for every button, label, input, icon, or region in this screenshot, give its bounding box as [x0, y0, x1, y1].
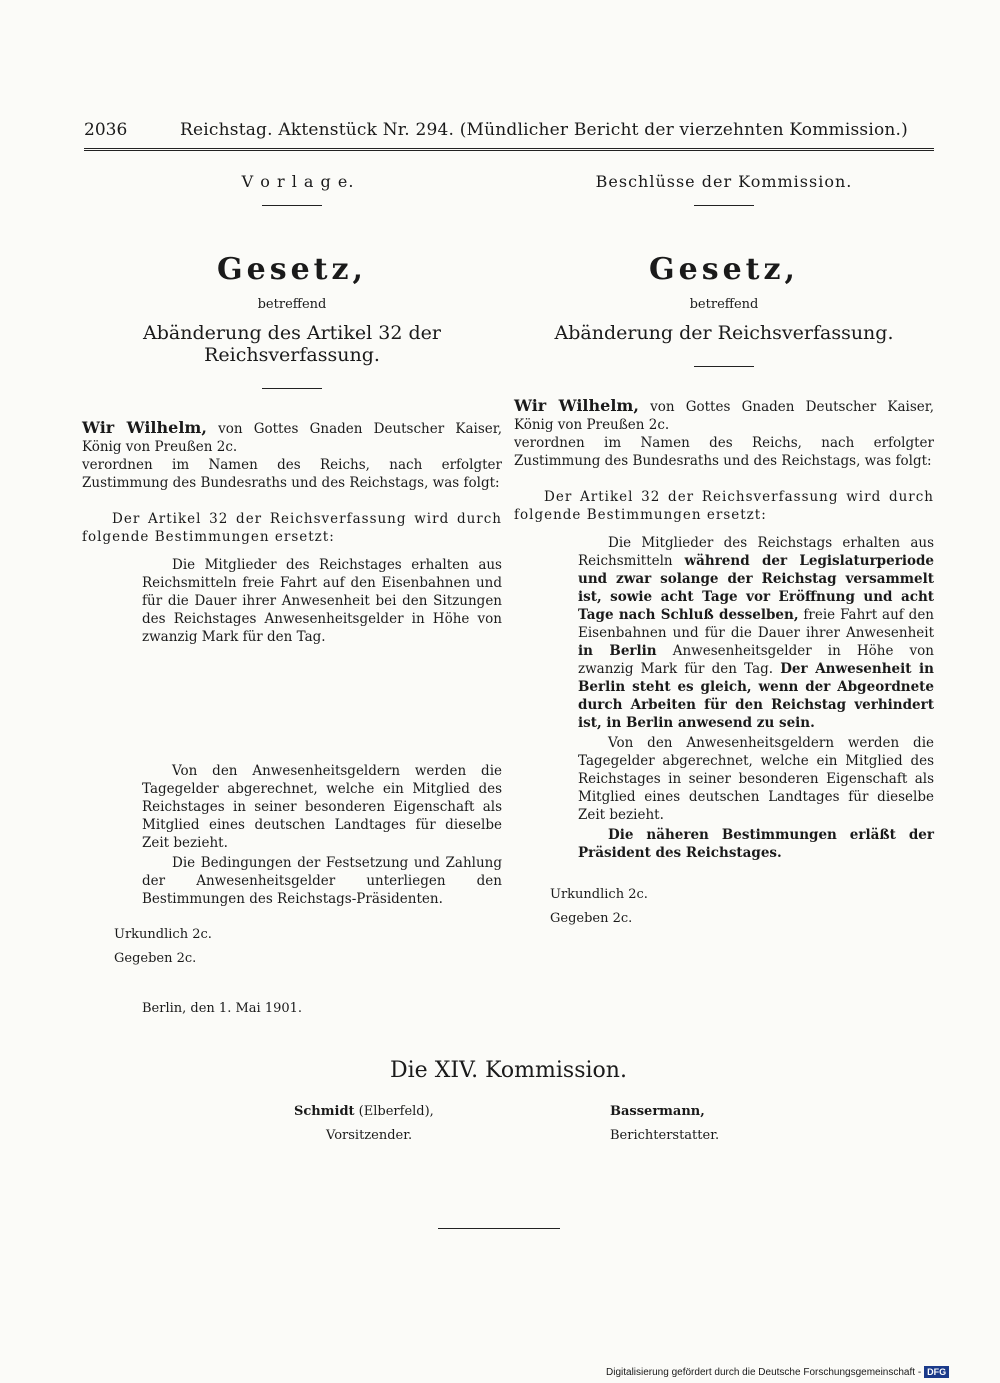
left-column [82, 172, 502, 1018]
preamble [82, 419, 502, 456]
paragraph-3: Die Bedingungen der Festsetzung und Zahlung der Anwesenheitsgelder unterliegen den Bestimmungen des Reichstags-Präsidenten. [142, 855, 502, 907]
article-intro: Der Artikel 32 der Reichsverfassung wird durch folgende Bestimmungen ersetzt: [82, 511, 502, 545]
dfg-logo-icon: DFG [924, 1366, 949, 1378]
preamble-rest: von Gottes Gnaden Deutscher Kaiser, König von Preußen 2c. [82, 421, 502, 455]
page-number: 2036 [84, 120, 128, 140]
closing-rule [438, 1228, 560, 1229]
paragraph-1 [578, 534, 934, 732]
betreffend-label: betreffend [689, 297, 759, 312]
running-title: Reichstag. Aktenstück Nr. 294. (Mündlicher Bericht der vierzehnten Kommission.) [180, 120, 908, 140]
divider [694, 366, 754, 367]
chair-place: (Elberfeld), [354, 1104, 434, 1119]
column-title-vorlage: V o r l a g e. [241, 172, 355, 191]
urkundlich: Urkundlich 2c. [550, 887, 648, 902]
chair-line [294, 1104, 434, 1119]
preamble-name: Wir Wilhelm, [82, 418, 207, 437]
reporter-role: Berichterstatter. [610, 1128, 720, 1143]
preamble-decree: verordnen im Namen des Reichs, nach erfolgter Zustimmung des Bundesraths und des Reichstags, was folgt: [514, 435, 934, 469]
paragraph-3: Die näheren Bestimmungen erläßt der Präsident des Reichstages. [578, 827, 934, 861]
header-rule [84, 148, 934, 151]
gegeben: Gegeben 2c. [550, 911, 633, 926]
law-subject: Abänderung des Artikel 32 der Reichsverfassung. [143, 322, 441, 366]
law-subject: Abänderung der Reichsverfassung. [554, 322, 894, 344]
para1-amendment-a: während der Legislaturperiode und zwar solange der Reichstag versammelt ist, sowie acht Tage vor Eröffnung und acht Tage nach Schluß desselben, [578, 553, 934, 623]
para1-text-b: freie Fahrt auf den Eisenbahnen und für die Dauer ihrer Anwesenheit [578, 607, 934, 641]
divider [262, 205, 322, 206]
chair-role: Vorsitzender. [326, 1128, 413, 1143]
para1-text-a: Die Mitglieder des Reichstags erhalten aus Reichsmitteln [578, 535, 934, 569]
preamble-name: Wir Wilhelm, [514, 396, 639, 415]
commission-title: Die XIV. Kommission. [390, 1058, 627, 1083]
urkundlich: Urkundlich 2c. [114, 927, 212, 942]
para1-amendment-c: Der Anwesenheit in Berlin steht es gleich, wenn der Abgeordnete durch Arbeiten für den Reichstag verhindert ist, in Berlin anwesend zu sein. [578, 661, 934, 731]
reporter-name: Bassermann, [610, 1104, 705, 1119]
credit-text: Digitalisierung gefördert durch die Deutsche Forschungsgemeinschaft - [606, 1367, 922, 1378]
para1-amendment-b: in Berlin [578, 643, 657, 659]
paragraph-1: Die Mitglieder des Reichstages erhalten aus Reichsmitteln freie Fahrt auf den Eisenbahnen und für die Dauer ihrer Anwesenheit bei den Sitzungen des Reichstages Anwesenheitsgelder in Höhe von zwanzig Mark für den Tag. [142, 557, 502, 645]
divider [694, 205, 754, 206]
right-column [514, 172, 934, 928]
paragraph-2: Von den Anwesenheitsgeldern werden die Tagegelder abgerechnet, welche ein Mitglied des Reichstages in seiner besonderen Eigenschaft als Mitglied eines deutschen Landtages für dieselbe Zeit bezieht. [578, 735, 934, 823]
column-title-beschluesse: Beschlüsse der Kommission. [595, 172, 853, 191]
para1-text-c: Anwesenheitsgelder in Höhe von zwanzig Mark für den Tag. [578, 643, 934, 677]
paragraph-2: Von den Anwesenheitsgeldern werden die Tagegelder abgerechnet, welche ein Mitglied des Reichstages in seiner besonderen Eigenschaft als Mitglied eines deutschen Landtages für dieselbe Zeit bezieht. [142, 763, 502, 851]
chair-name: Schmidt [294, 1104, 355, 1119]
preamble-decree: verordnen im Namen des Reichs, nach erfolgter Zustimmung des Bundesraths und des Reichstags, was folgt: [82, 457, 502, 491]
digitization-credit [606, 1366, 949, 1378]
preamble [514, 397, 934, 434]
betreffend-label: betreffend [257, 297, 327, 312]
law-title: Gesetz, [648, 252, 800, 287]
article-intro: Der Artikel 32 der Reichsverfassung wird durch folgende Bestimmungen ersetzt: [514, 489, 934, 523]
gegeben: Gegeben 2c. [114, 951, 197, 966]
preamble-rest: von Gottes Gnaden Deutscher Kaiser, König von Preußen 2c. [514, 399, 934, 433]
divider [262, 388, 322, 389]
law-title: Gesetz, [216, 252, 368, 287]
date: Berlin, den 1. Mai 1901. [142, 1001, 303, 1016]
